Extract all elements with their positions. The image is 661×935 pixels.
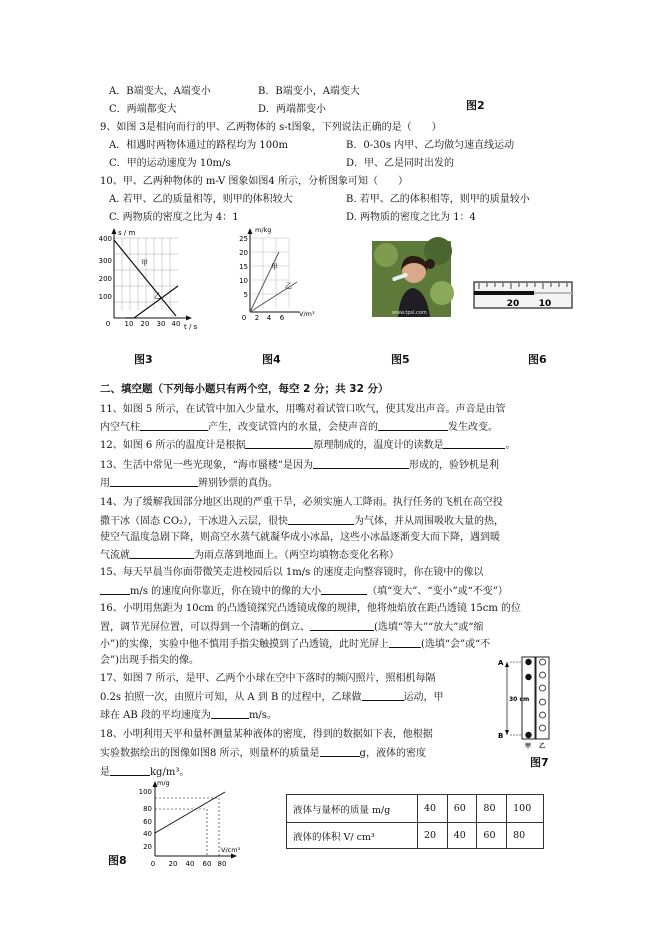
fig4-ytick: 25: [239, 235, 248, 243]
figure-4: [237, 226, 327, 325]
fig3-ylabel: s / m: [118, 229, 136, 237]
fig8-xtick: 80: [217, 860, 227, 868]
fig8-caption: 图8: [108, 854, 127, 867]
fig6-tick-10: 10: [538, 299, 552, 309]
fig7-caption: 图7: [530, 756, 549, 769]
q15-line2: m/s 的速度向你靠近，你在镜中的像的大小 （填“变大”、“变小”或“不变”）: [100, 584, 508, 598]
answer-blank[interactable]: [130, 548, 194, 559]
table-cell: 80: [507, 823, 544, 849]
q9-option-b: B．0-30s 内甲、乙均做匀速直线运动: [346, 140, 515, 151]
fig8-ylabel: m/g: [157, 779, 170, 787]
fig4-ytick: 10: [239, 277, 248, 285]
answer-blank[interactable]: [110, 476, 198, 487]
answer-blank[interactable]: [245, 438, 313, 449]
table-cell: 80: [477, 795, 507, 823]
section-2-title: 二、填空题（下列每小题只有两个空，每空 2 分；共 32 分）: [100, 383, 389, 395]
fig3-ytick: 100: [98, 293, 112, 301]
q14-line3: 使空气温度急剧下降，则高空水蒸气就凝华成小冰晶，这些小冰晶逐渐变大而下降，遇到暖: [100, 532, 500, 543]
table-cell: 20: [418, 823, 448, 849]
answer-blank[interactable]: [313, 458, 409, 469]
svg-text:www.tpsl.com: www.tpsl.com: [392, 310, 427, 316]
q13-line1: 13、生活中常见一些光现象，“海市蜃楼”是因为 形成的，验钞机是利: [100, 460, 499, 471]
fig4-ytick: 20: [239, 249, 248, 257]
fig8-ytick: 60: [143, 818, 152, 826]
q11-line1: 11、如图 5 所示，在试管中加入少量水，用嘴对着试管口吹气，使其发出声音。声音是由管: [100, 404, 506, 415]
figure-7: [490, 655, 550, 755]
fig8-xtick: 60: [202, 860, 212, 868]
fig3-xlabel: t / s: [184, 323, 198, 331]
table-row: [287, 823, 544, 849]
table-cell: 60: [447, 795, 477, 823]
fig7-label-a: A: [498, 659, 504, 667]
q13-line2: 用 辨别钞票的真伪。: [100, 478, 278, 489]
figure-5-photo: [372, 241, 451, 317]
table-cell: 40: [447, 823, 477, 849]
q10-option-b: B. 若甲、乙的体积相等，则甲的质量较小: [346, 194, 530, 205]
figure-8: [135, 780, 245, 872]
fig5-caption: 图5: [391, 353, 410, 366]
fig8-line: [155, 792, 225, 833]
table-cell: 液体与量杯的质量 m/g: [287, 795, 418, 823]
answer-blank[interactable]: [378, 420, 448, 431]
table-cell: 100: [507, 795, 544, 823]
fig8-ytick: 100: [138, 788, 152, 796]
table-cell: 液体的体积 V/ cm³: [287, 823, 418, 849]
fig4-label-yi: 乙: [285, 282, 292, 290]
q14-line1: 14、为了缓解我国部分地区出现的严重干旱，必须实施人工降雨。执行任务的飞机在高空投: [100, 497, 503, 508]
q14-line2: 撒干冰（固态 CO₂），干冰进入云层，很快 为气体，并从周围吸收大量的热，: [100, 516, 505, 527]
fig7-jia: 甲: [525, 743, 532, 750]
fig4-ylabel: m/kg: [255, 226, 272, 234]
fig3-xtick: 10: [124, 320, 134, 328]
fig4-ytick: 15: [239, 263, 248, 271]
fig3-ytick: 200: [98, 275, 112, 283]
answer-blank[interactable]: [288, 514, 354, 525]
answer-blank[interactable]: [110, 765, 150, 776]
fig8-ytick: 80: [143, 805, 152, 813]
fig4-xtick: 0: [241, 314, 247, 322]
fig2-caption: 图2: [466, 99, 485, 112]
answer-blank[interactable]: [362, 690, 404, 701]
fig3-xtick: 40: [171, 320, 181, 328]
fig4-xlabel: V/m³: [299, 310, 315, 318]
q16-line2: 置，调节光屏位置，可以得到一个清晰的倒立、 (选填“等大”“放大”或“缩: [100, 622, 484, 633]
fig7-distance: 30 cm: [509, 696, 530, 703]
q8-option-d: D．两端都变小: [258, 104, 327, 115]
answer-blank[interactable]: [310, 620, 374, 631]
q10-option-a: A. 若甲、乙的质量相等，则甲的体积较大: [109, 194, 293, 205]
q8-option-c: C．两端都变大: [109, 104, 177, 115]
q16-line4: 会”)出现手指尖的像。: [100, 655, 200, 666]
q10-option-d: D. 两物质的密度之比为 1：4: [346, 212, 476, 223]
fig3-label-yi: 乙: [154, 292, 161, 300]
fig4-xtick: 2: [254, 314, 260, 322]
q9-option-d: D．甲、乙是同时出发的: [346, 158, 455, 169]
fig8-xlabel: V/cm³: [221, 846, 241, 854]
fig7-yi: 乙: [539, 743, 546, 750]
fig3-caption: 图3: [134, 353, 153, 366]
q14-line4: 气流就 为雨点落到地面上。（两空均填物态变化名称）: [100, 550, 399, 561]
fig3-line-jia: [114, 240, 176, 316]
q8-option-b: B．B端变小，A端变大: [258, 86, 360, 97]
table-cell: 40: [418, 795, 448, 823]
data-table: [286, 794, 544, 849]
q17-line3: 球在 AB 段的平均速度为 m/s。: [100, 710, 277, 721]
q17-line2: 0.2s 拍照一次，由照片可知，从 A 到 B 的过程中，乙球做 运动，甲: [100, 692, 444, 703]
table-row: [287, 795, 544, 823]
fig8-xtick: 40: [185, 860, 195, 868]
fig4-xtick: 4: [266, 314, 272, 322]
fig3-xtick: 0: [105, 320, 111, 328]
answer-blank[interactable]: [320, 746, 360, 757]
q18-line1: 18、小明利用天平和量杯测量某种液体的密度，得到的数据如下表，他根据: [100, 729, 433, 740]
figure-6-thermometer: [473, 276, 573, 316]
fig3-label-jia: 甲: [141, 259, 148, 267]
q9-stem: 9、如图 3是相向而行的甲、乙两物体的 s-t图象，下列说法正确的是（ ）: [100, 122, 442, 133]
q9-option-c: C．甲的运动速度为 10m/s: [109, 158, 231, 169]
fig8-ytick: 40: [143, 830, 152, 838]
answer-blank[interactable]: [321, 584, 367, 595]
fig8-xtick: 20: [168, 860, 178, 868]
table-cell: 60: [477, 823, 507, 849]
answer-blank[interactable]: [100, 584, 130, 595]
q8-option-a: A．B端变大，A端变小: [109, 86, 211, 97]
fig3-ytick: 300: [98, 257, 112, 265]
fig8-xtick: 0: [150, 860, 156, 868]
q15-line1: 15、每天早晨当你面带微笑走进校园后以 1m/s 的速度走向整容镜时，你在镜中的像以: [100, 567, 484, 578]
q17-line1: 17、如图 7 所示，是甲、乙两个小球在空中下落时的频闪照片，照相机每隔: [100, 673, 436, 684]
fig3-ytick: 400: [98, 235, 112, 243]
fig4-label-jia: 甲: [271, 263, 278, 271]
q10-stem: 10、甲、乙两种物体的 m-V 图象如图4 所示，分析图象可知（ ）: [100, 176, 408, 187]
fig8-ytick: 20: [143, 843, 152, 851]
fig4-caption: 图4: [262, 353, 281, 366]
fig4-ytick: 5: [243, 291, 248, 299]
fig3-xtick: 30: [156, 320, 166, 328]
q16-line1: 16、小明用焦距为 10cm 的凸透镜探究凸透镜成像的规律，他将烛焰放在距凸透镜 15cm 的位: [100, 603, 522, 614]
answer-blank[interactable]: [140, 420, 208, 431]
q18-line2: 实验数据绘出的图像如图8 所示，则量杯的质量是 g，液体的密度: [100, 748, 426, 759]
q18-line3: 是 kg/m³。: [100, 767, 190, 778]
q12-line: 12、如图 6 所示的温度计是根据 原理制成的，温度计的读数是 。: [100, 440, 516, 451]
fig6-tick-20: 20: [506, 299, 520, 309]
answer-blank[interactable]: [211, 708, 249, 719]
fig4-xtick: 6: [279, 314, 285, 322]
figure-3: [96, 228, 201, 331]
fig3-xtick: 20: [140, 320, 150, 328]
q10-option-c: C. 两物质的密度之比为 4：1: [109, 212, 239, 223]
fig6-caption: 图6: [528, 353, 547, 366]
fig7-label-b: B: [498, 732, 504, 740]
q9-option-a: A．相遇时两物体通过的路程均为 100m: [109, 140, 288, 151]
q16-line3: 小”)的实像，实验中他不慎用手指尖触摸到了凸透镜，此时光屏上 (选填“会”或“不: [100, 639, 491, 650]
answer-blank[interactable]: [389, 637, 421, 648]
q11-line2: 内空气柱 产生，改变试管内的水量，会使声音的 发生改变。: [100, 422, 498, 433]
answer-blank[interactable]: [443, 438, 505, 449]
